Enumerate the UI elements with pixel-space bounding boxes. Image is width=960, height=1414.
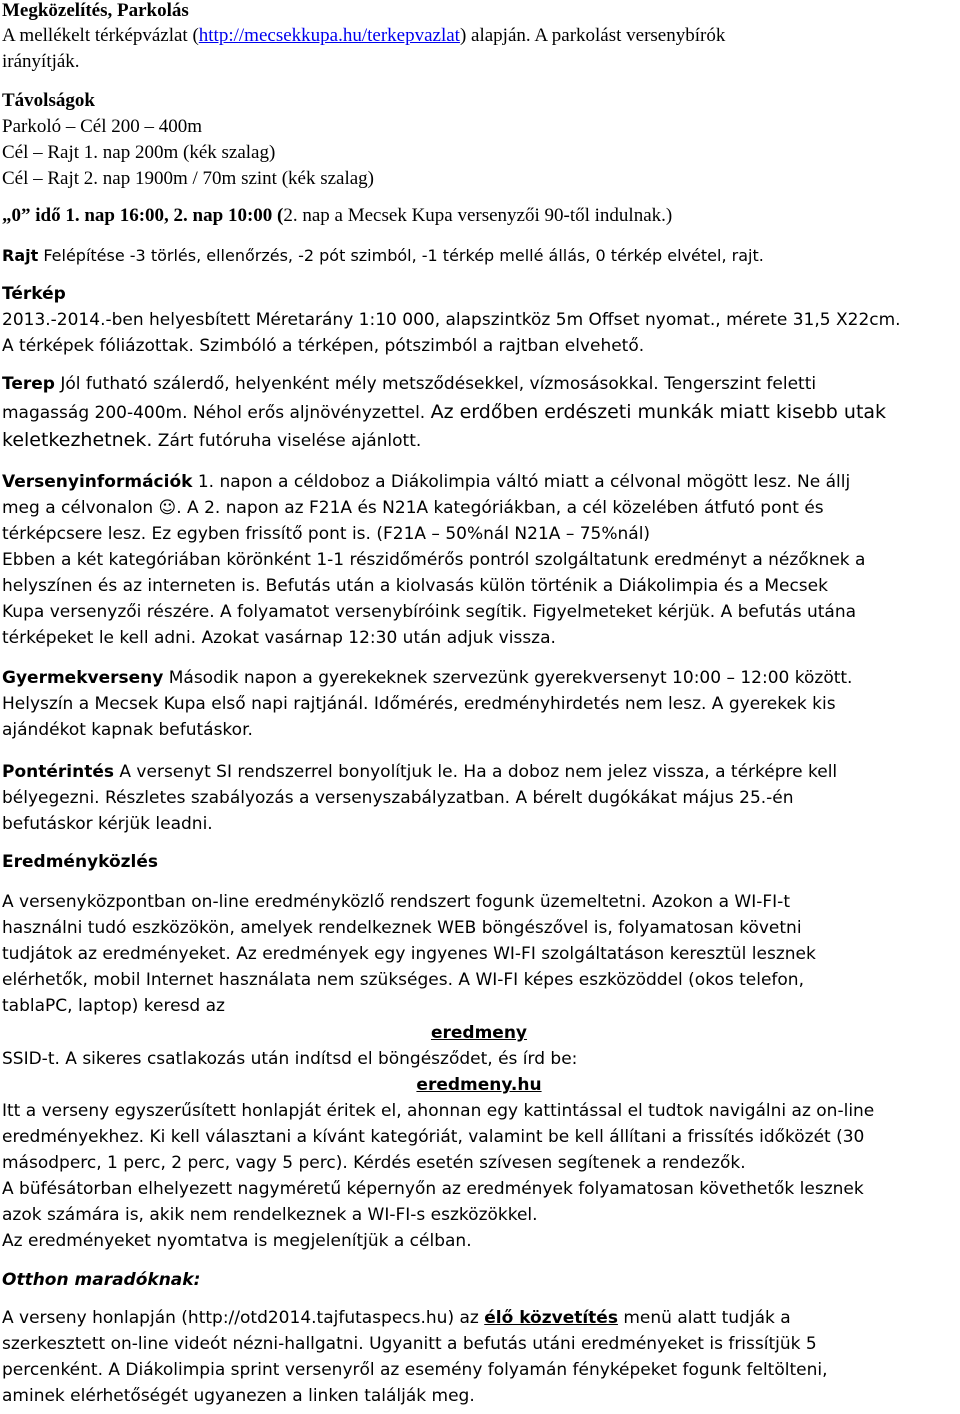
results-line: elérhetők, mobil Internet használata nem szükséges. A WI-FI képes eszközöddel (okos telefon, — [2, 970, 804, 990]
zero-time-line: „0” idő 1. nap 16:00, 2. nap 10:00 (2. nap a Mecsek Kupa versenyzői 90-től indulnak.) — [2, 205, 673, 226]
results-line: A büfésátorban elhelyezett nagyméretű képernyőn az eredmények folyamatosan követhetők lesznek — [2, 1179, 864, 1199]
results-line: A versenyközpontban on-line eredményközlő rendszert fogunk üzemeltetni. Azokon a WI-FI-t — [2, 892, 790, 912]
results-heading: Eredményközlés — [2, 852, 159, 872]
results-line: Az eredményeket nyomtatva is megjelenítjük a célban. — [2, 1231, 472, 1251]
wifi-ssid: eredmeny — [430, 1023, 528, 1043]
distance-line: Parkoló – Cél 200 – 400m — [2, 116, 203, 137]
approach-line-1: A mellékelt térképvázlat (http://mecsekkupa.hu/terkepvazlat) alapján. A parkolást versenybírók — [2, 25, 726, 46]
kids-line-1: Gyermekverseny Második napon a gyerekeknek szervezünk gyerekversenyt 10:00 – 12:00 között. — [2, 668, 853, 688]
results-ssid-line: SSID-t. A sikeres csatlakozás után indítsd el böngésződet, és írd be: — [2, 1049, 578, 1069]
race-info-line: meg a célvonalon ☺. A 2. napon az F21A és N21A kategóriákban, a cél közelében átfutó pont és — [2, 498, 824, 518]
start-line: Rajt Felépítése -3 törlés, ellenőrzés, -2 pót szimból, -1 térkép mellé állás, 0 térkép elvétel, rajt. — [2, 246, 764, 265]
race-info-line-1: Versenyinformációk 1. napon a céldoboz a Diákolimpia váltó miatt a célvonal mögött lesz. Ne állj — [2, 472, 851, 492]
home-line: percenként. A Diákolimpia sprint versenyről az esemény folyamán fényképeket fogunk feltölteni, — [2, 1360, 828, 1380]
home-line-1: A verseny honlapján (http://otd2014.tajfutaspecs.hu) az élő közvetítés menü alatt tudják a — [2, 1308, 791, 1328]
scoring-line: befutáskor kérjük leadni. — [2, 814, 213, 834]
home-line: aminek elérhetőségét ugyanezen a linken találják meg. — [2, 1386, 475, 1406]
scoring-line: bélyegezni. Részletes szabályozás a versenyszabályzatban. A bérelt dugókákat május 25.-én — [2, 788, 794, 808]
results-url: eredmeny.hu — [416, 1075, 542, 1095]
kids-line: Helyszín a Mecsek Kupa első napi rajtjánál. Időmérés, eredményhirdetés nem lesz. A gyerekek kis — [2, 694, 836, 714]
terrain-line-1: Terep Jól futható szálerdő, helyenként mély metsződésekkel, vízmosásokkal. Tengerszint feletti — [2, 374, 817, 394]
scoring-line-1: Pontérintés A versenyt SI rendszerrel bonyolítjuk le. Ha a doboz nem jelez vissza, a térképre kell — [2, 762, 838, 782]
race-info-line: helyszínen és az interneten is. Befutás után a kiolvasás külön történik a Diákolimpia és a Mecsek — [2, 576, 828, 596]
results-line: eredményekhez. Ki kell választani a kívánt kategóriát, valamint be kell állítani a frissítés időközét (30 — [2, 1127, 865, 1147]
approach-heading: Megközelítés, Parkolás — [2, 0, 189, 21]
home-heading: Otthon maradóknak: — [2, 1270, 201, 1290]
results-line: másodperc, 1 perc, 2 perc, vagy 5 perc). Kérdés esetén szívesen segítenek a rendezők. — [2, 1153, 746, 1173]
race-info-line: Ebben a két kategóriában körönként 1-1 részidőmérős pontról szolgáltatunk eredményt a nézőknek a — [2, 550, 866, 570]
kids-line: ajándékot kapnak befutáskor. — [2, 720, 253, 740]
results-line: használni tudó eszközökön, amelyek rendelkeznek WEB böngészővel is, folyamatosan követni — [2, 918, 802, 938]
results-line: Itt a verseny egyszerűsített honlapját éritek el, ahonnan egy kattintással el tudtok navigálni az on-line — [2, 1101, 875, 1121]
distances-heading: Távolságok — [2, 90, 95, 111]
results-line: tablaPC, laptop) keresd az — [2, 996, 225, 1016]
map-line: 2013.-2014.-ben helyesbített Méretarány 1:10 000, alapszintköz 5m Offset nyomat., mérete 31,5 X22cm. — [2, 310, 901, 330]
distance-line: Cél – Rajt 1. nap 200m (kék szalag) — [2, 142, 276, 163]
map-line: A térképek fóliázottak. Szimbóló a térképen, pótszimból a rajtban elvehető. — [2, 336, 645, 356]
live-stream-link[interactable]: élő közvetítés — [484, 1308, 618, 1328]
race-info-line: Kupa versenyzői részére. A folyamatot versenybíróink segítik. Figyelmeteket kérjük. A befutás utána — [2, 602, 857, 622]
race-info-line: térképeket le kell adni. Azokat vasárnap 12:30 után adjuk vissza. — [2, 628, 556, 648]
results-line: azok számára is, akik nem rendelkeznek a WI-FI-s eszközökkel. — [2, 1205, 538, 1225]
terrain-line-3: keletkezhetnek. Zárt futóruha viselése ajánlott. — [2, 429, 422, 451]
results-line: tudjátok az eredményeket. Az eredmények egy ingyenes WI-FI szolgáltatáson keresztül lesznek — [2, 944, 816, 964]
map-sketch-link[interactable]: http://mecsekkupa.hu/terkepvazlat — [198, 25, 460, 46]
map-heading: Térkép — [2, 284, 66, 304]
approach-line-2: irányítják. — [2, 51, 80, 72]
home-line: szerkesztett on-line videót nézni-hallgatni. Ugyanitt a befutás utáni eredményeket is frissítjük 5 — [2, 1334, 817, 1354]
terrain-line-2: magasság 200-400m. Néhol erős aljnövényzettel. Az erdőben erdészeti munkák miatt kisebb utak — [2, 401, 887, 423]
distance-line: Cél – Rajt 2. nap 1900m / 70m szint (kék szalag) — [2, 168, 375, 189]
race-info-line: térképcsere lesz. Ez egyben frissítő pont is. (F21A – 50%nál N21A – 75%nál) — [2, 524, 651, 544]
